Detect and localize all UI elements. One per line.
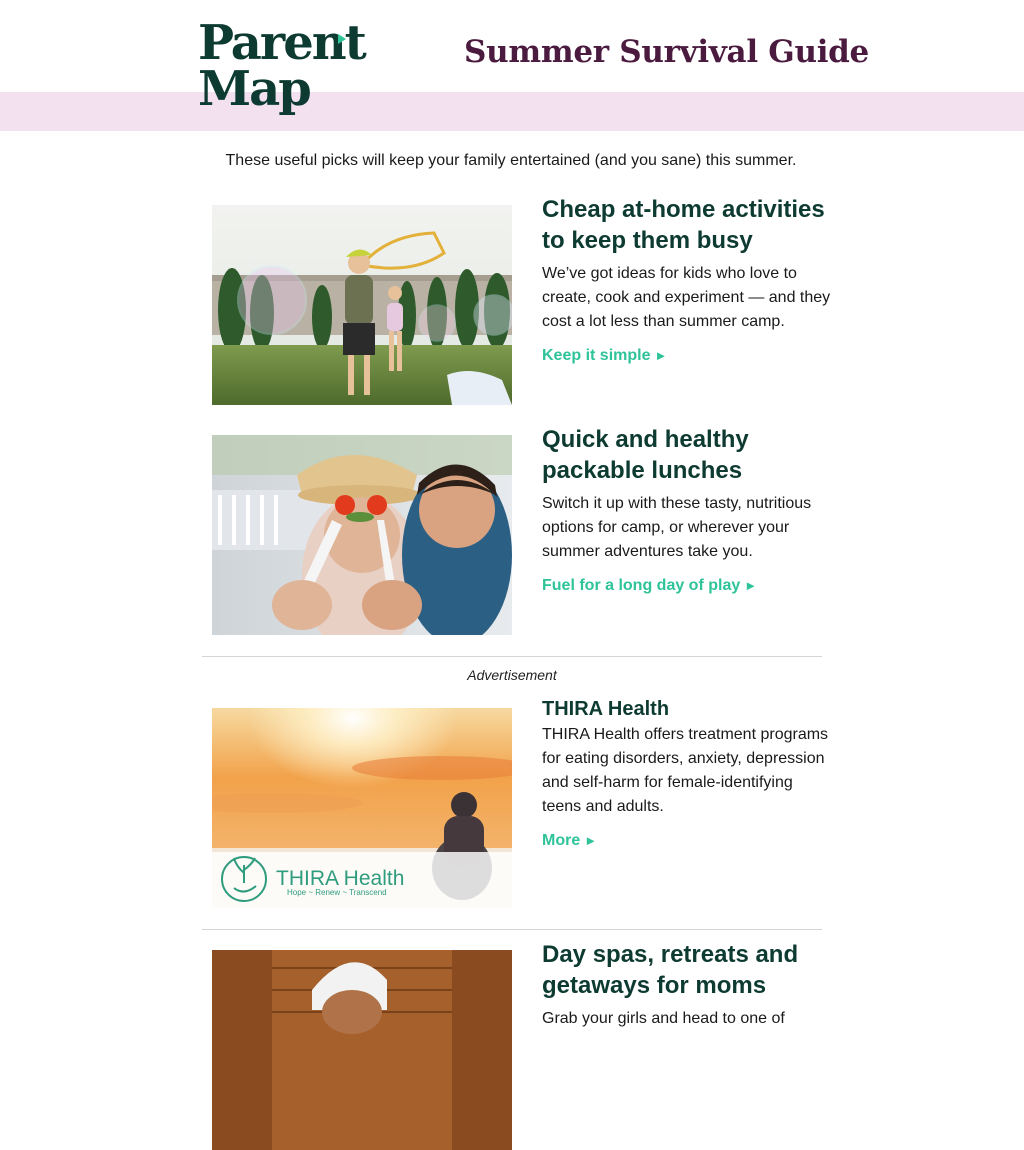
card-description: We’ve got ideas for kids who love to create, cook and experiment — and they cost a lot less than summer camp. bbox=[542, 265, 831, 330]
card-spas bbox=[542, 939, 832, 1031]
fuel-link[interactable] bbox=[542, 577, 757, 595]
card-image-spa[interactable] bbox=[212, 950, 512, 1150]
play-arrow-icon: ► bbox=[584, 833, 598, 848]
card-image-lunch[interactable] bbox=[212, 435, 512, 635]
card-link-label: Keep it simple bbox=[542, 347, 651, 364]
card-activities bbox=[542, 194, 832, 365]
play-arrow-icon: ► bbox=[654, 348, 668, 363]
divider bbox=[202, 929, 822, 930]
card-lunches bbox=[542, 424, 832, 595]
card-title[interactable]: Quick and healthy packable lunches bbox=[542, 426, 749, 484]
card-image-bubbles[interactable] bbox=[212, 205, 512, 405]
ad-description: THIRA Health offers treatment programs for eating disorders, anxiety, depression and self-harm for female-identifying teens and adults. bbox=[542, 726, 829, 815]
thira-brand-name: THIRA Health bbox=[276, 867, 405, 890]
divider bbox=[202, 656, 822, 657]
keep-it-simple-link[interactable] bbox=[542, 347, 667, 365]
play-triangle-icon bbox=[338, 34, 346, 44]
card-link-label: Fuel for a long day of play bbox=[542, 577, 741, 594]
card-title[interactable]: Day spas, retreats and getaways for moms bbox=[542, 941, 799, 999]
ad-image-thira[interactable] bbox=[212, 708, 512, 908]
thira-brand-tagline: Hope ~ Renew ~ Transcend bbox=[287, 888, 387, 897]
logo-line-map: Map bbox=[198, 61, 310, 117]
card-description: Grab your girls and head to one of bbox=[542, 1010, 785, 1027]
more-link[interactable] bbox=[542, 832, 597, 850]
intro-text: These useful picks will keep your family entertained (and you sane) this summer. bbox=[225, 152, 797, 169]
spa-photo bbox=[212, 950, 512, 1150]
sunset-photo bbox=[212, 708, 512, 908]
header-band bbox=[0, 92, 1024, 131]
kids-bubbles-photo bbox=[212, 205, 512, 405]
parentmap-logo[interactable] bbox=[198, 15, 365, 120]
kids-forks-photo bbox=[212, 435, 512, 635]
ad-title[interactable]: THIRA Health bbox=[542, 698, 670, 720]
card-description: Switch it up with these tasty, nutritious options for camp, or wherever your summer adventures take you. bbox=[542, 495, 812, 560]
ad-thira-health bbox=[542, 697, 832, 850]
card-title[interactable]: Cheap at-home activities to keep them busy bbox=[542, 196, 825, 254]
card-link-label: More bbox=[542, 832, 581, 849]
guide-title: Summer Survival Guide bbox=[464, 34, 869, 70]
play-arrow-icon: ► bbox=[744, 578, 758, 593]
logo-line-parent: Parent bbox=[198, 15, 365, 71]
advertisement-label: Advertisement bbox=[467, 667, 557, 683]
